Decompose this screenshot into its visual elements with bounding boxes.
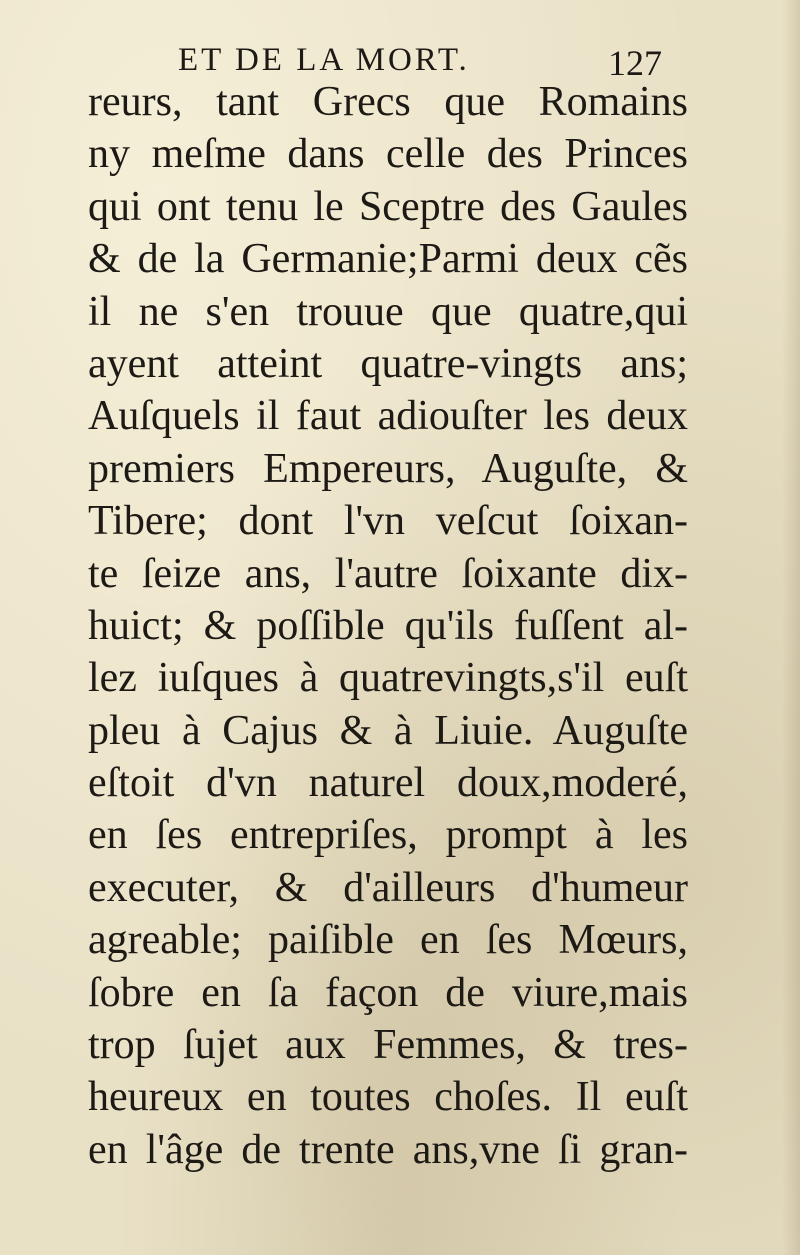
- text-line: eſtoit d'vn naturel doux,moderé,: [88, 760, 688, 807]
- text-line: & de la Germanie;Parmi deux cẽs: [88, 236, 688, 283]
- text-line: qui ont tenu le Sceptre des Gaules: [88, 183, 688, 230]
- text-line: huict; & poſſible qu'ils fuſſent al-: [88, 602, 688, 649]
- text-line: il ne s'en trouue que quatre,qui: [88, 288, 688, 335]
- text-line: agreable; paiſible en ſes Mœurs,: [88, 917, 688, 964]
- body-text: [88, 76, 688, 1176]
- text-line: Auſquels il faut adiouſter les deux: [88, 393, 688, 440]
- text-line: Tibere; dont l'vn veſcut ſoixan-: [88, 498, 688, 545]
- text-line: premiers Empereurs, Auguſte, &: [88, 445, 688, 492]
- text-line: pleu à Cajus & à Liuie. Auguſte: [88, 707, 688, 754]
- text-line: en ſes entrepriſes, prompt à les: [88, 812, 688, 859]
- text-line: ayent atteint quatre-vingts ans;: [88, 340, 688, 387]
- text-line: executer, & d'ailleurs d'humeur: [88, 864, 688, 911]
- page-number: 127: [608, 43, 662, 83]
- text-line: lez iuſques à quatrevingts,s'il euſt: [88, 655, 688, 702]
- text-line: reurs, tant Grecs que Romains: [88, 79, 688, 125]
- text-line: trop ſujet aux Femmes, & tres-: [88, 1022, 688, 1069]
- running-title: ET DE LA MORT.: [178, 42, 470, 78]
- text-line: en l'âge de trente ans,vne ſi gran-: [88, 1126, 688, 1173]
- text-line: heureux en toutes choſes. Il euſt: [88, 1074, 688, 1121]
- page-edge-shadow: [782, 0, 800, 1255]
- text-line: te ſeize ans, l'autre ſoixante dix-: [88, 550, 688, 597]
- text-line: ſobre en ſa façon de viure,mais: [88, 969, 688, 1016]
- text-line: ny meſme dans celle des Princes: [88, 131, 688, 178]
